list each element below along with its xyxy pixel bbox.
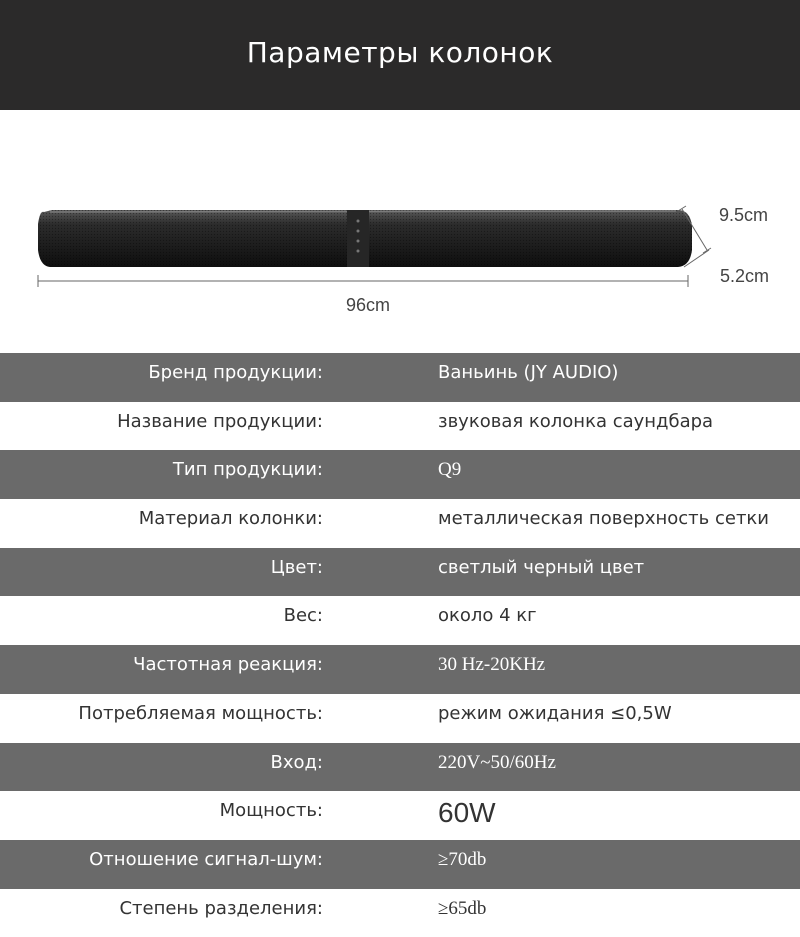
page-header bbox=[0, 0, 800, 110]
height-label: 9.5cm bbox=[719, 205, 769, 225]
depth-label: 5.2cm bbox=[720, 266, 770, 286]
spec-label: Вес: bbox=[283, 605, 323, 627]
spec-row-separation bbox=[0, 889, 800, 937]
spec-row-consumption bbox=[0, 694, 800, 743]
spec-label: Бренд продукции: bbox=[148, 362, 323, 383]
spec-row-weight bbox=[0, 596, 800, 645]
spec-label: Материал колонки: bbox=[138, 508, 323, 530]
spec-value: металлическая поверхность сетки bbox=[438, 508, 769, 530]
spec-row-material bbox=[0, 499, 800, 548]
spec-value: около 4 кг bbox=[438, 605, 537, 627]
spec-row-color bbox=[0, 548, 800, 597]
spec-value: режим ожидания ≤0,5W bbox=[438, 702, 672, 724]
spec-value: Q9 bbox=[438, 459, 462, 481]
spec-row-power bbox=[0, 791, 800, 840]
spec-value: светлый черный цвет bbox=[438, 556, 645, 578]
spec-value: ≥70db bbox=[438, 848, 487, 870]
product-image-area bbox=[0, 110, 800, 353]
spec-row-input bbox=[0, 743, 800, 792]
spec-label: Цвет: bbox=[270, 556, 323, 578]
spec-label: Потребляемая мощность: bbox=[78, 702, 323, 724]
spec-value: 60W bbox=[438, 797, 496, 829]
specs-table bbox=[0, 353, 800, 937]
spec-value: ≥65db bbox=[438, 897, 487, 919]
spec-value: Ваньинь (JY AUDIO) bbox=[438, 362, 619, 383]
spec-row-brand bbox=[0, 353, 800, 402]
soundbar-illustration bbox=[0, 110, 800, 353]
spec-label: Мощность: bbox=[219, 800, 323, 822]
width-label: 96cm bbox=[346, 295, 391, 315]
spec-row-frequency bbox=[0, 645, 800, 694]
page-title: Параметры колонок bbox=[246, 35, 554, 69]
spec-label: Тип продукции: bbox=[172, 459, 323, 481]
spec-row-name bbox=[0, 402, 800, 451]
spec-value: 220V~50/60Hz bbox=[438, 751, 556, 773]
spec-value: 30 Hz-20KHz bbox=[438, 654, 546, 676]
spec-row-snr bbox=[0, 840, 800, 889]
spec-value: звуковая колонка саундбара bbox=[438, 410, 714, 432]
spec-label: Вход: bbox=[270, 751, 323, 773]
spec-label: Название продукции: bbox=[117, 410, 323, 432]
spec-label: Степень разделения: bbox=[119, 897, 323, 919]
control-panel bbox=[347, 210, 369, 267]
spec-label: Частотная реакция: bbox=[133, 654, 323, 676]
spec-row-type bbox=[0, 450, 800, 499]
spec-label: Отношение сигнал-шум: bbox=[89, 848, 323, 870]
